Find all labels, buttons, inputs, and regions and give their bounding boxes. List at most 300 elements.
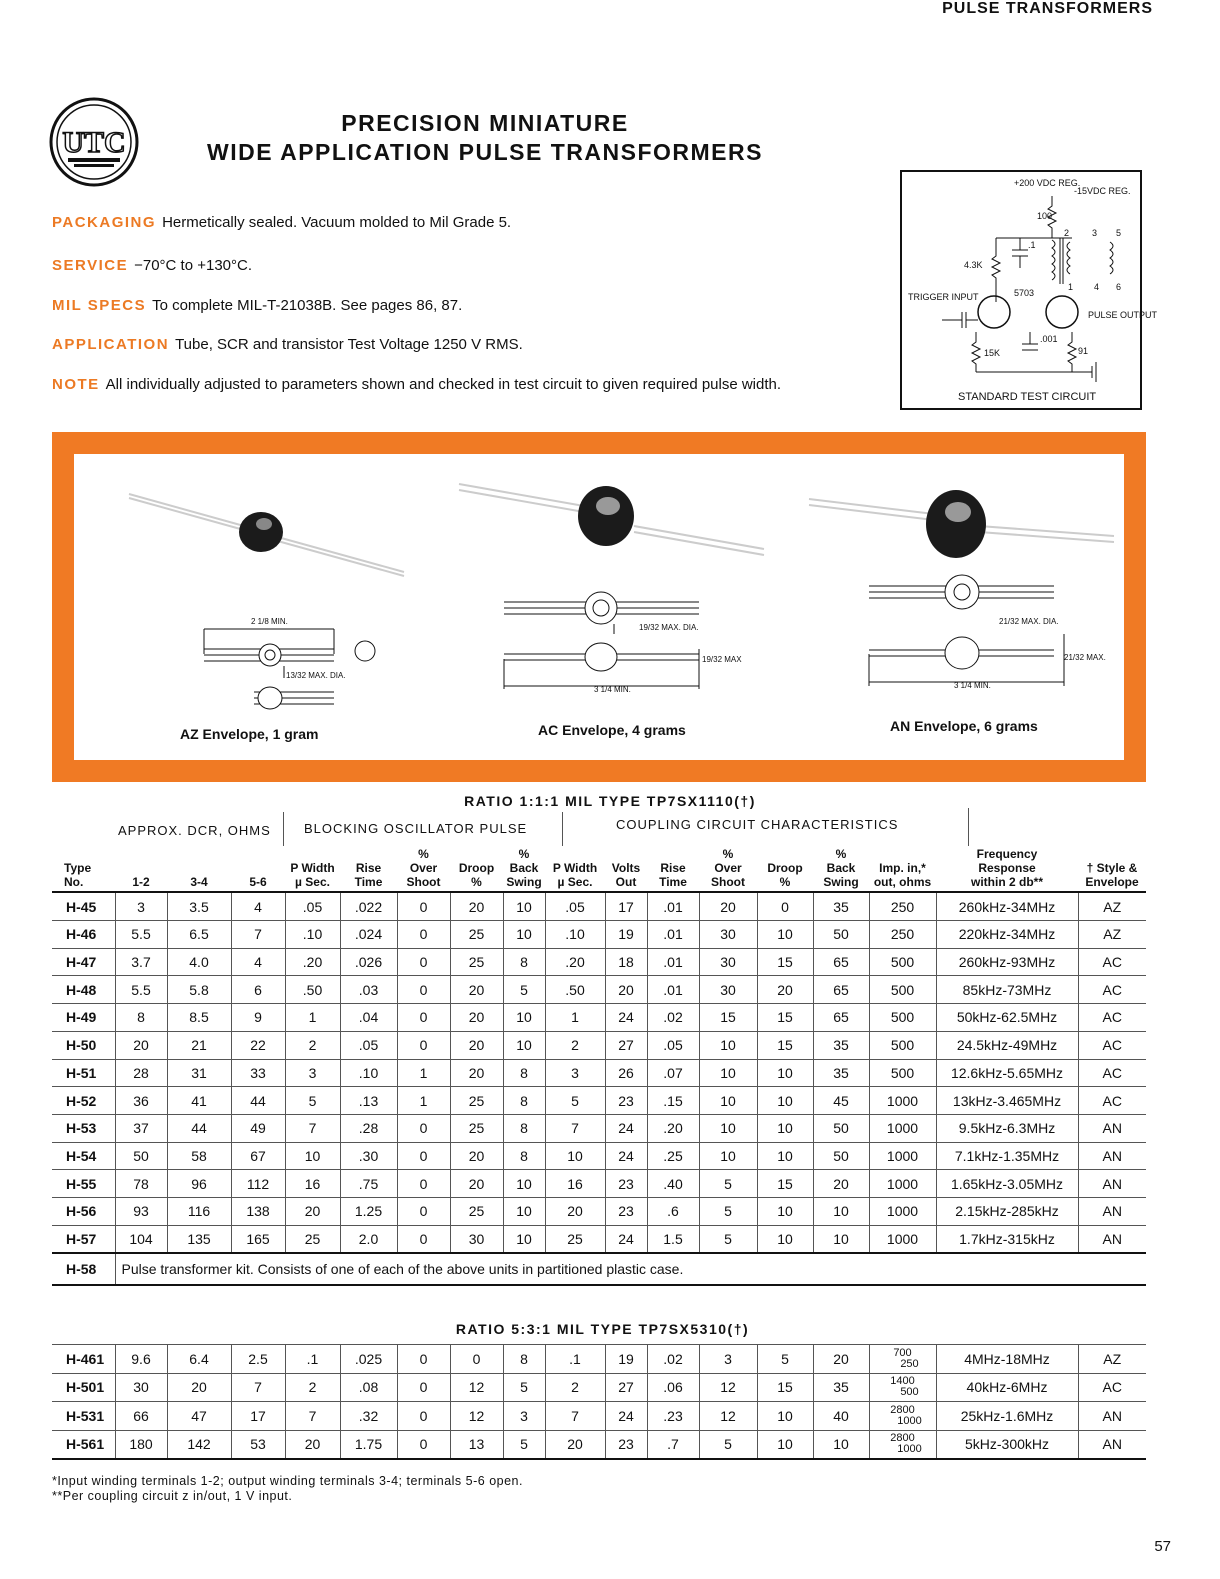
- bo-overshoot-cell: 0: [397, 1114, 450, 1142]
- cc-volts-cell: 24: [605, 1004, 647, 1032]
- cc-droop-cell: 15: [757, 948, 813, 976]
- cc-backswing-cell: 50: [813, 1114, 869, 1142]
- bo-droop-cell: 20: [450, 1031, 503, 1059]
- dcr-1-2-cell: 3: [115, 892, 167, 920]
- dcr-3-4-cell: 3.5: [167, 892, 231, 920]
- bo-pwidth-cell: 7: [285, 1402, 340, 1431]
- bo-backswing-cell: 3: [503, 1402, 545, 1431]
- bo-droop-cell: 0: [450, 1345, 503, 1374]
- dcr-3-4-cell: 6.5: [167, 921, 231, 949]
- cc-volts-cell: 23: [605, 1430, 647, 1459]
- footnote-1: *Input winding terminals 1-2; output winding terminals 3-4; terminals 5-6 open.: [52, 1474, 523, 1488]
- impedance-cell: [869, 1373, 936, 1402]
- impedance-in: 700: [893, 1346, 912, 1359]
- cc-volts-cell: 19: [605, 1345, 647, 1374]
- header-bo-back: % Back Swing: [503, 846, 545, 892]
- cc-droop-cell: 5: [757, 1345, 813, 1374]
- spec-text: All individually adjusted to parameters shown and checked in test circuit to given required pulse width.: [105, 376, 782, 393]
- impedance-in: 1400: [890, 1375, 915, 1388]
- bo-rise-cell: .75: [340, 1170, 397, 1198]
- cc-volts-cell: 27: [605, 1373, 647, 1402]
- bo-droop-cell: 20: [450, 892, 503, 920]
- ac-dim3: 3 1/4 MIN.: [594, 685, 631, 694]
- bo-pwidth-cell: .10: [285, 921, 340, 949]
- frequency-cell: 12.6kHz-5.65MHz: [936, 1059, 1078, 1087]
- cc-backswing-cell: 65: [813, 1004, 869, 1032]
- bo-rise-cell: .30: [340, 1142, 397, 1170]
- dcr-5-6-cell: 4: [231, 948, 285, 976]
- dcr-3-4-cell: 4.0: [167, 948, 231, 976]
- dcr-5-6-cell: 6: [231, 976, 285, 1004]
- bo-droop-cell: 30: [450, 1225, 503, 1253]
- frequency-cell: 25kHz-1.6MHz: [936, 1402, 1078, 1431]
- cc-backswing-cell: 20: [813, 1170, 869, 1198]
- cc-rise-cell: .6: [647, 1197, 699, 1225]
- bo-overshoot-cell: 0: [397, 1004, 450, 1032]
- az-dim1: 2 1/8 MIN.: [251, 617, 288, 626]
- group-coupling: COUPLING CIRCUIT CHARACTERISTICS: [616, 817, 899, 832]
- table1-caption: RATIO 1:1:1 MIL TYPE TP7SX1110(†): [464, 793, 756, 809]
- header-type: Type No.: [52, 846, 115, 892]
- dcr-5-6-cell: 165: [231, 1225, 285, 1253]
- type-cell: H-56: [52, 1197, 115, 1225]
- cc-overshoot-cell: 20: [699, 892, 757, 920]
- cc-overshoot-cell: 12: [699, 1402, 757, 1431]
- dcr-1-2-cell: 5.5: [115, 921, 167, 949]
- type-cell: H-57: [52, 1225, 115, 1253]
- cc-overshoot-cell: 5: [699, 1197, 757, 1225]
- bo-rise-cell: 2.0: [340, 1225, 397, 1253]
- frequency-cell: 50kHz-62.5MHz: [936, 1004, 1078, 1032]
- bo-droop-cell: 25: [450, 948, 503, 976]
- dcr-3-4-cell: 135: [167, 1225, 231, 1253]
- az-drawing: [204, 629, 375, 709]
- spec-label: PACKAGING: [52, 214, 157, 231]
- bo-backswing-cell: 5: [503, 1430, 545, 1459]
- cc-pwidth-cell: 25: [545, 1225, 605, 1253]
- dcr-1-2-cell: 20: [115, 1031, 167, 1059]
- frequency-cell: 9.5kHz-6.3MHz: [936, 1114, 1078, 1142]
- ac-envelope-caption: AC Envelope, 4 grams: [538, 722, 686, 738]
- bo-droop-cell: 13: [450, 1430, 503, 1459]
- impedance-cell: 500: [869, 1004, 936, 1032]
- dcr-5-6-cell: 112: [231, 1170, 285, 1198]
- bo-droop-cell: 20: [450, 1142, 503, 1170]
- cc-volts-cell: 19: [605, 921, 647, 949]
- table-row: [52, 1225, 1146, 1253]
- cc-droop-cell: 10: [757, 1430, 813, 1459]
- style-cell: AN: [1078, 1142, 1146, 1170]
- bo-droop-cell: 25: [450, 1197, 503, 1225]
- dcr-5-6-cell: 22: [231, 1031, 285, 1059]
- frequency-cell: 260kHz-34MHz: [936, 892, 1078, 920]
- table2-caption: RATIO 5:3:1 MIL TYPE TP7SX5310(†): [455, 1321, 750, 1337]
- dcr-1-2-cell: 37: [115, 1114, 167, 1142]
- impedance-in: 2800: [890, 1432, 915, 1445]
- cc-pwidth-cell: 5: [545, 1087, 605, 1115]
- bo-backswing-cell: 10: [503, 1004, 545, 1032]
- c1-label: .1: [1028, 240, 1036, 250]
- cc-overshoot-cell: 10: [699, 1142, 757, 1170]
- dcr-1-2-cell: 180: [115, 1430, 167, 1459]
- bo-overshoot-cell: 0: [397, 1031, 450, 1059]
- header-cc-pwidth: P Width µ Sec.: [545, 846, 605, 892]
- impedance-cell: 250: [869, 892, 936, 920]
- type-cell: H-58: [52, 1253, 115, 1285]
- dcr-5-6-cell: 7: [231, 921, 285, 949]
- bo-backswing-cell: 10: [503, 1225, 545, 1253]
- frequency-cell: 7.1kHz-1.35MHz: [936, 1142, 1078, 1170]
- bo-overshoot-cell: 1: [397, 1059, 450, 1087]
- style-cell: AC: [1078, 1031, 1146, 1059]
- cc-rise-cell: .02: [647, 1345, 699, 1374]
- cc-droop-cell: 10: [757, 1087, 813, 1115]
- cc-backswing-cell: 50: [813, 1142, 869, 1170]
- cc-droop-cell: 10: [757, 1197, 813, 1225]
- type-cell: H-531: [52, 1402, 115, 1431]
- header-cc-back: % Back Swing: [813, 846, 869, 892]
- ac-dim1: 19/32 MAX. DIA.: [639, 623, 699, 632]
- cc-pwidth-cell: 20: [545, 1197, 605, 1225]
- cc-overshoot-cell: 10: [699, 1114, 757, 1142]
- dcr-3-4-cell: 5.8: [167, 976, 231, 1004]
- cc-pwidth-cell: 16: [545, 1170, 605, 1198]
- cc-backswing-cell: 10: [813, 1197, 869, 1225]
- pin6: 6: [1116, 282, 1122, 292]
- bo-backswing-cell: 10: [503, 921, 545, 949]
- type-cell: H-501: [52, 1373, 115, 1402]
- cc-volts-cell: 18: [605, 948, 647, 976]
- type-cell: H-52: [52, 1087, 115, 1115]
- bo-pwidth-cell: 3: [285, 1059, 340, 1087]
- spec-note: [52, 375, 842, 395]
- cc-overshoot-cell: 5: [699, 1430, 757, 1459]
- style-cell: AC: [1078, 1373, 1146, 1402]
- bo-overshoot-cell: 0: [397, 1345, 450, 1374]
- type-cell: H-55: [52, 1170, 115, 1198]
- bo-rise-cell: .03: [340, 976, 397, 1004]
- cc-rise-cell: .01: [647, 921, 699, 949]
- cc-droop-cell: 15: [757, 1170, 813, 1198]
- impedance-cell: 1000: [869, 1225, 936, 1253]
- cc-backswing-cell: 35: [813, 1059, 869, 1087]
- an-drawing: [869, 575, 1064, 686]
- dcr-3-4-cell: 58: [167, 1142, 231, 1170]
- pulse-transformer-table: [52, 846, 1146, 1286]
- bo-overshoot-cell: 1: [397, 1087, 450, 1115]
- cc-volts-cell: 23: [605, 1197, 647, 1225]
- style-cell: AZ: [1078, 1345, 1146, 1374]
- cc-volts-cell: 24: [605, 1402, 647, 1431]
- header-cc-droop: Droop %: [757, 846, 813, 892]
- group-divider: [562, 812, 563, 846]
- header-dcr12: 1-2: [115, 846, 167, 892]
- table-row: [52, 1402, 1146, 1431]
- impedance-out: 1000: [897, 1414, 922, 1427]
- dcr-1-2-cell: 104: [115, 1225, 167, 1253]
- cc-rise-cell: 1.5: [647, 1225, 699, 1253]
- dcr-5-6-cell: 44: [231, 1087, 285, 1115]
- spec-text: −70°C to +130°C.: [134, 257, 252, 274]
- spec-application: [52, 336, 523, 353]
- cc-rise-cell: .06: [647, 1373, 699, 1402]
- dcr-3-4-cell: 47: [167, 1402, 231, 1431]
- bo-backswing-cell: 8: [503, 1142, 545, 1170]
- header-style: † Style & Envelope: [1078, 846, 1146, 892]
- cc-droop-cell: 10: [757, 1142, 813, 1170]
- impedance-out: 250: [900, 1357, 919, 1370]
- impedance-cell: 1000: [869, 1114, 936, 1142]
- bo-overshoot-cell: 0: [397, 892, 450, 920]
- dcr-3-4-cell: 142: [167, 1430, 231, 1459]
- dcr-1-2-cell: 50: [115, 1142, 167, 1170]
- bo-rise-cell: .022: [340, 892, 397, 920]
- pin4: 4: [1094, 282, 1100, 292]
- pin5: 5: [1116, 228, 1122, 238]
- table-row: [52, 1197, 1146, 1225]
- bo-backswing-cell: 8: [503, 1114, 545, 1142]
- dcr-1-2-cell: 30: [115, 1373, 167, 1402]
- style-cell: AN: [1078, 1402, 1146, 1431]
- spec-text: Hermetically sealed. Vacuum molded to Mil Grade 5.: [162, 214, 512, 231]
- dcr-3-4-cell: 8.5: [167, 1004, 231, 1032]
- impedance-cell: 1000: [869, 1170, 936, 1198]
- dcr-1-2-cell: 66: [115, 1402, 167, 1431]
- r100-label: 100: [1037, 211, 1053, 221]
- spec-label: APPLICATION: [52, 336, 170, 353]
- bo-overshoot-cell: 0: [397, 1373, 450, 1402]
- cc-volts-cell: 24: [605, 1142, 647, 1170]
- an-envelope-caption: AN Envelope, 6 grams: [890, 718, 1038, 734]
- bo-rise-cell: .10: [340, 1059, 397, 1087]
- cc-rise-cell: .07: [647, 1059, 699, 1087]
- dcr-3-4-cell: 96: [167, 1170, 231, 1198]
- spec-label: SERVICE: [52, 257, 129, 274]
- style-cell: AC: [1078, 976, 1146, 1004]
- cc-backswing-cell: 20: [813, 1345, 869, 1374]
- style-cell: AC: [1078, 1087, 1146, 1115]
- style-cell: AC: [1078, 1059, 1146, 1087]
- frequency-cell: 1.65kHz-3.05MHz: [936, 1170, 1078, 1198]
- bo-rise-cell: .08: [340, 1373, 397, 1402]
- cc-droop-cell: 15: [757, 1373, 813, 1402]
- cc-droop-cell: 10: [757, 1114, 813, 1142]
- bo-pwidth-cell: 2: [285, 1373, 340, 1402]
- cc-rise-cell: .40: [647, 1170, 699, 1198]
- page-title-line2: WIDE APPLICATION PULSE TRANSFORMERS: [207, 139, 763, 165]
- cc-droop-cell: 10: [757, 921, 813, 949]
- cc-pwidth-cell: 7: [545, 1402, 605, 1431]
- page-number: 57: [1154, 1538, 1171, 1555]
- supply-label: +200 VDC REG.: [1014, 178, 1081, 188]
- dcr-1-2-cell: 9.6: [115, 1345, 167, 1374]
- cc-pwidth-cell: 2: [545, 1031, 605, 1059]
- dcr-3-4-cell: 21: [167, 1031, 231, 1059]
- frequency-cell: 5kHz-300kHz: [936, 1430, 1078, 1459]
- header-dcr56: 5-6: [231, 846, 285, 892]
- impedance-cell: 500: [869, 976, 936, 1004]
- an-dim3: 3 1/4 MIN.: [954, 681, 991, 690]
- header-cc-volts: Volts Out: [605, 846, 647, 892]
- spec-mil-specs: [52, 297, 462, 314]
- bo-pwidth-cell: 2: [285, 1031, 340, 1059]
- bo-overshoot-cell: 0: [397, 921, 450, 949]
- table1-header-row: [52, 846, 1146, 892]
- dcr-5-6-cell: 2.5: [231, 1345, 285, 1374]
- cc-droop-cell: 15: [757, 1004, 813, 1032]
- table-row: [52, 1142, 1146, 1170]
- header-cc-rise: Rise Time: [647, 846, 699, 892]
- table-row: [52, 1004, 1146, 1032]
- group-blocking: BLOCKING OSCILLATOR PULSE: [304, 821, 528, 836]
- bo-droop-cell: 12: [450, 1373, 503, 1402]
- frequency-cell: 24.5kHz-49MHz: [936, 1031, 1078, 1059]
- type-cell: H-461: [52, 1345, 115, 1374]
- type-cell: H-54: [52, 1142, 115, 1170]
- cc-droop-cell: 15: [757, 1031, 813, 1059]
- az-photo: [129, 494, 404, 576]
- pin1: 1: [1068, 282, 1074, 292]
- bo-backswing-cell: 8: [503, 1345, 545, 1374]
- impedance-cell: 1000: [869, 1197, 936, 1225]
- frequency-cell: 220kHz-34MHz: [936, 921, 1078, 949]
- bo-overshoot-cell: 0: [397, 1402, 450, 1431]
- dcr-3-4-cell: 41: [167, 1087, 231, 1115]
- ac-dim2: 19/32 MAX: [702, 655, 742, 664]
- bo-backswing-cell: 8: [503, 1087, 545, 1115]
- cc-backswing-cell: 35: [813, 892, 869, 920]
- bo-pwidth-cell: 16: [285, 1170, 340, 1198]
- bo-droop-cell: 25: [450, 921, 503, 949]
- bo-rise-cell: 1.25: [340, 1197, 397, 1225]
- cc-rise-cell: .01: [647, 948, 699, 976]
- group-divider: [283, 812, 284, 846]
- footnote-2: **Per coupling circuit z in/out, 1 V input.: [52, 1489, 293, 1503]
- table-row: [52, 1345, 1146, 1374]
- table-row: [52, 948, 1146, 976]
- style-cell: AN: [1078, 1114, 1146, 1142]
- cc-pwidth-cell: .20: [545, 948, 605, 976]
- kit-description: Pulse transformer kit. Consists of one of each of the above units in partitioned plastic case.: [115, 1253, 1146, 1285]
- style-cell: AZ: [1078, 921, 1146, 949]
- header-cc-over: % Over Shoot: [699, 846, 757, 892]
- cc-pwidth-cell: .10: [545, 921, 605, 949]
- section-header: PULSE TRANSFORMERS: [942, 0, 1153, 17]
- impedance-cell: 1000: [869, 1142, 936, 1170]
- bo-rise-cell: .28: [340, 1114, 397, 1142]
- type-cell: H-45: [52, 892, 115, 920]
- an-dim1: 21/32 MAX. DIA.: [999, 617, 1059, 626]
- cc-overshoot-cell: 10: [699, 1059, 757, 1087]
- bo-rise-cell: .32: [340, 1402, 397, 1431]
- cc-droop-cell: 10: [757, 1402, 813, 1431]
- cc-rise-cell: .7: [647, 1430, 699, 1459]
- dcr-5-6-cell: 49: [231, 1114, 285, 1142]
- cc-volts-cell: 24: [605, 1114, 647, 1142]
- header-bo-rise: Rise Time: [340, 846, 397, 892]
- cc-backswing-cell: 45: [813, 1087, 869, 1115]
- type-cell: H-49: [52, 1004, 115, 1032]
- bo-rise-cell: .024: [340, 921, 397, 949]
- table-row: [52, 1430, 1146, 1459]
- cc-pwidth-cell: 3: [545, 1059, 605, 1087]
- spec-text: To complete MIL-T-21038B. See pages 86, 87.: [152, 297, 463, 314]
- kit-row: [52, 1253, 1146, 1285]
- impedance-cell: 500: [869, 1059, 936, 1087]
- dcr-3-4-cell: 20: [167, 1373, 231, 1402]
- style-cell: AC: [1078, 1004, 1146, 1032]
- cc-overshoot-cell: 30: [699, 921, 757, 949]
- cc-rise-cell: .20: [647, 1114, 699, 1142]
- bo-overshoot-cell: 0: [397, 1225, 450, 1253]
- cc-droop-cell: 10: [757, 1059, 813, 1087]
- bo-rise-cell: 1.75: [340, 1430, 397, 1459]
- bo-overshoot-cell: 0: [397, 1430, 450, 1459]
- pulse-output-label: PULSE OUTPUT: [1088, 310, 1158, 320]
- frequency-cell: 13kHz-3.465MHz: [936, 1087, 1078, 1115]
- bo-pwidth-cell: 7: [285, 1114, 340, 1142]
- header-impedance: Imp. in,* out, ohms: [869, 846, 936, 892]
- table-row: [52, 921, 1146, 949]
- style-cell: AN: [1078, 1197, 1146, 1225]
- spec-packaging: [52, 214, 511, 231]
- r43k-label: 4.3K: [964, 260, 983, 270]
- dcr-5-6-cell: 67: [231, 1142, 285, 1170]
- dcr-1-2-cell: 93: [115, 1197, 167, 1225]
- impedance-cell: 500: [869, 948, 936, 976]
- cc-backswing-cell: 40: [813, 1402, 869, 1431]
- bo-backswing-cell: 10: [503, 1031, 545, 1059]
- dcr-5-6-cell: 138: [231, 1197, 285, 1225]
- r91-label: 91: [1078, 346, 1089, 356]
- dcr-1-2-cell: 36: [115, 1087, 167, 1115]
- dcr-5-6-cell: 33: [231, 1059, 285, 1087]
- frequency-cell: 2.15kHz-285kHz: [936, 1197, 1078, 1225]
- bo-pwidth-cell: .05: [285, 892, 340, 920]
- cc-rise-cell: .02: [647, 1004, 699, 1032]
- cc-pwidth-cell: .1: [545, 1345, 605, 1374]
- cc-rise-cell: .01: [647, 892, 699, 920]
- bo-overshoot-cell: 0: [397, 976, 450, 1004]
- cc-backswing-cell: 65: [813, 976, 869, 1004]
- bo-backswing-cell: 5: [503, 976, 545, 1004]
- table-row: [52, 1059, 1146, 1087]
- cc-overshoot-cell: 5: [699, 1170, 757, 1198]
- ac-photo: [459, 484, 764, 555]
- style-cell: AN: [1078, 1430, 1146, 1459]
- impedance-cell: 1000: [869, 1087, 936, 1115]
- type-cell: H-561: [52, 1430, 115, 1459]
- cc-pwidth-cell: 2: [545, 1373, 605, 1402]
- bo-pwidth-cell: .50: [285, 976, 340, 1004]
- table-row: [52, 976, 1146, 1004]
- cc-overshoot-cell: 30: [699, 976, 757, 1004]
- table-row: [52, 1031, 1146, 1059]
- spec-label: NOTE: [52, 376, 100, 393]
- c001-label: .001: [1040, 334, 1058, 344]
- cc-overshoot-cell: 10: [699, 1087, 757, 1115]
- bo-pwidth-cell: 10: [285, 1142, 340, 1170]
- type-cell: H-53: [52, 1114, 115, 1142]
- bo-droop-cell: 20: [450, 976, 503, 1004]
- dcr-3-4-cell: 116: [167, 1197, 231, 1225]
- cc-volts-cell: 17: [605, 892, 647, 920]
- header-bo-pwidth: P Width µ Sec.: [285, 846, 340, 892]
- cc-pwidth-cell: 10: [545, 1142, 605, 1170]
- impedance-out: 500: [900, 1386, 919, 1399]
- cc-volts-cell: 23: [605, 1170, 647, 1198]
- cc-rise-cell: .15: [647, 1087, 699, 1115]
